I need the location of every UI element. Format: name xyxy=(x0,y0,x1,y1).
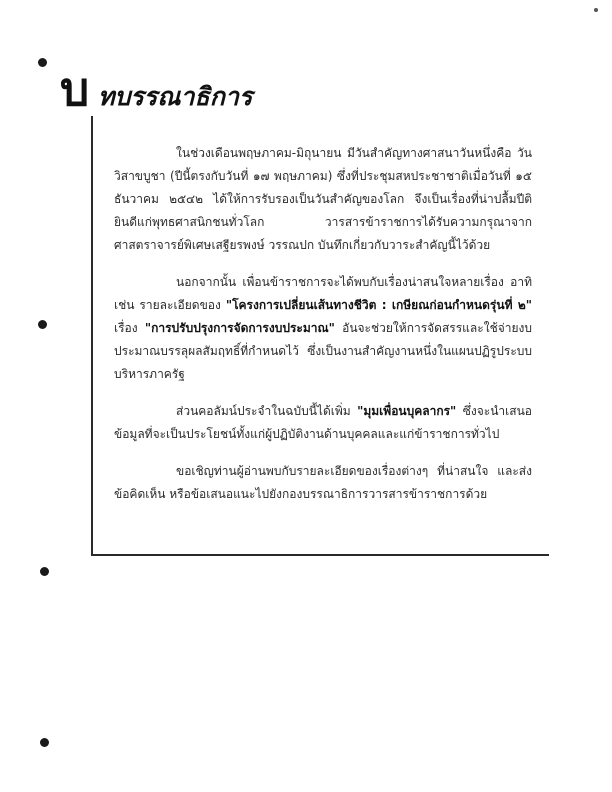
punch-hole-bottom xyxy=(40,738,49,747)
budget-topic-title: "การปรับปรุงการจัดการงบประมาณ" xyxy=(144,321,335,335)
paragraph-1: ในช่วงเดือนพฤษภาคม-มิถุนายน มีวันสำคัญทางศาสนาวันหนึ่งคือ วันวิสาขบูชา (ปีนี้ตรงกับวันที่ ๑๗ พฤษภาคม) ซึ่งที่ประชุมสหประชาชาติเมื่อวันที่ ๑๕ ธันวาคม ๒๕๔๒ ได้ให้การรับรองเป็นวันสำคัญของโลก จึงเป็นเรื่องที่น่าปลื้มปีติยินดีแก่พุทธศาสนิกชนทั่วโลก วารสารข้าราชการได้รับความกรุณาจากศาสตราจารย์พิเศษเสฐียรพงษ์ วรรณปก บันทึกเกี่ยวกับวาระสำคัญนี้ไว้ด้วย xyxy=(114,146,532,252)
heading-first-letter: บ xyxy=(60,62,89,116)
paragraph-3-end: ซึ่งจะนำเสนอข้อมูลที่จะเป็นประโยชน์ทั้งแก่ผู้ปฏิบัติงานด้านบุคคลและแก่ข้าราชการทั่วไป xyxy=(114,404,533,441)
paragraph-2-end: อันจะช่วยให้การจัดสรรและใช้จ่ายงบประมาณบรรลุผลสัมฤทธิ์ที่กำหนดไว้ ซึ่งเป็นงานสำคัญงานหนึ่งในแผนปฏิรูประบบบริหารภาครัฐ xyxy=(114,321,532,381)
heading-text: ทบรรณาธิการ xyxy=(98,82,253,111)
editorial-body xyxy=(114,142,532,520)
corner-speck xyxy=(594,8,598,12)
paragraph-2 xyxy=(114,271,532,386)
frame-left-rule xyxy=(91,116,93,556)
punch-hole-top xyxy=(38,58,47,67)
project-title: "โครงการเปลี่ยนเส้นทางชีวิต : เกษียณก่อนกำหนดรุ่นที่ ๒" xyxy=(225,298,532,312)
paragraph-2-intro: นอกจากนั้น เพื่อนข้าราชการจะได้พบกับเรื่องน่าสนใจหลายเรื่อง อาทิเช่น รายละเอียดของ xyxy=(114,275,532,312)
paragraph-2-middle: เรื่อง xyxy=(114,321,145,335)
frame-bottom-rule xyxy=(91,554,549,556)
paragraph-3-intro: ส่วนคอลัมน์ประจำในฉบับนี้ได้เพิ่ม xyxy=(176,404,358,418)
punch-hole-middle xyxy=(38,320,47,329)
paragraph-3 xyxy=(114,400,532,446)
paragraph-4: ขอเชิญท่านผู้อ่านพบกับรายละเอียดของเรื่องต่างๆ ที่น่าสนใจ และส่งข้อคิดเห็น หรือข้อเสนอแนะไปยังกองบรรณาธิการวารสารข้าราชการด้วย xyxy=(114,464,532,501)
punch-hole-lower xyxy=(40,567,49,576)
column-title: "มุมเพื่อนบุคลากร" xyxy=(357,404,457,418)
